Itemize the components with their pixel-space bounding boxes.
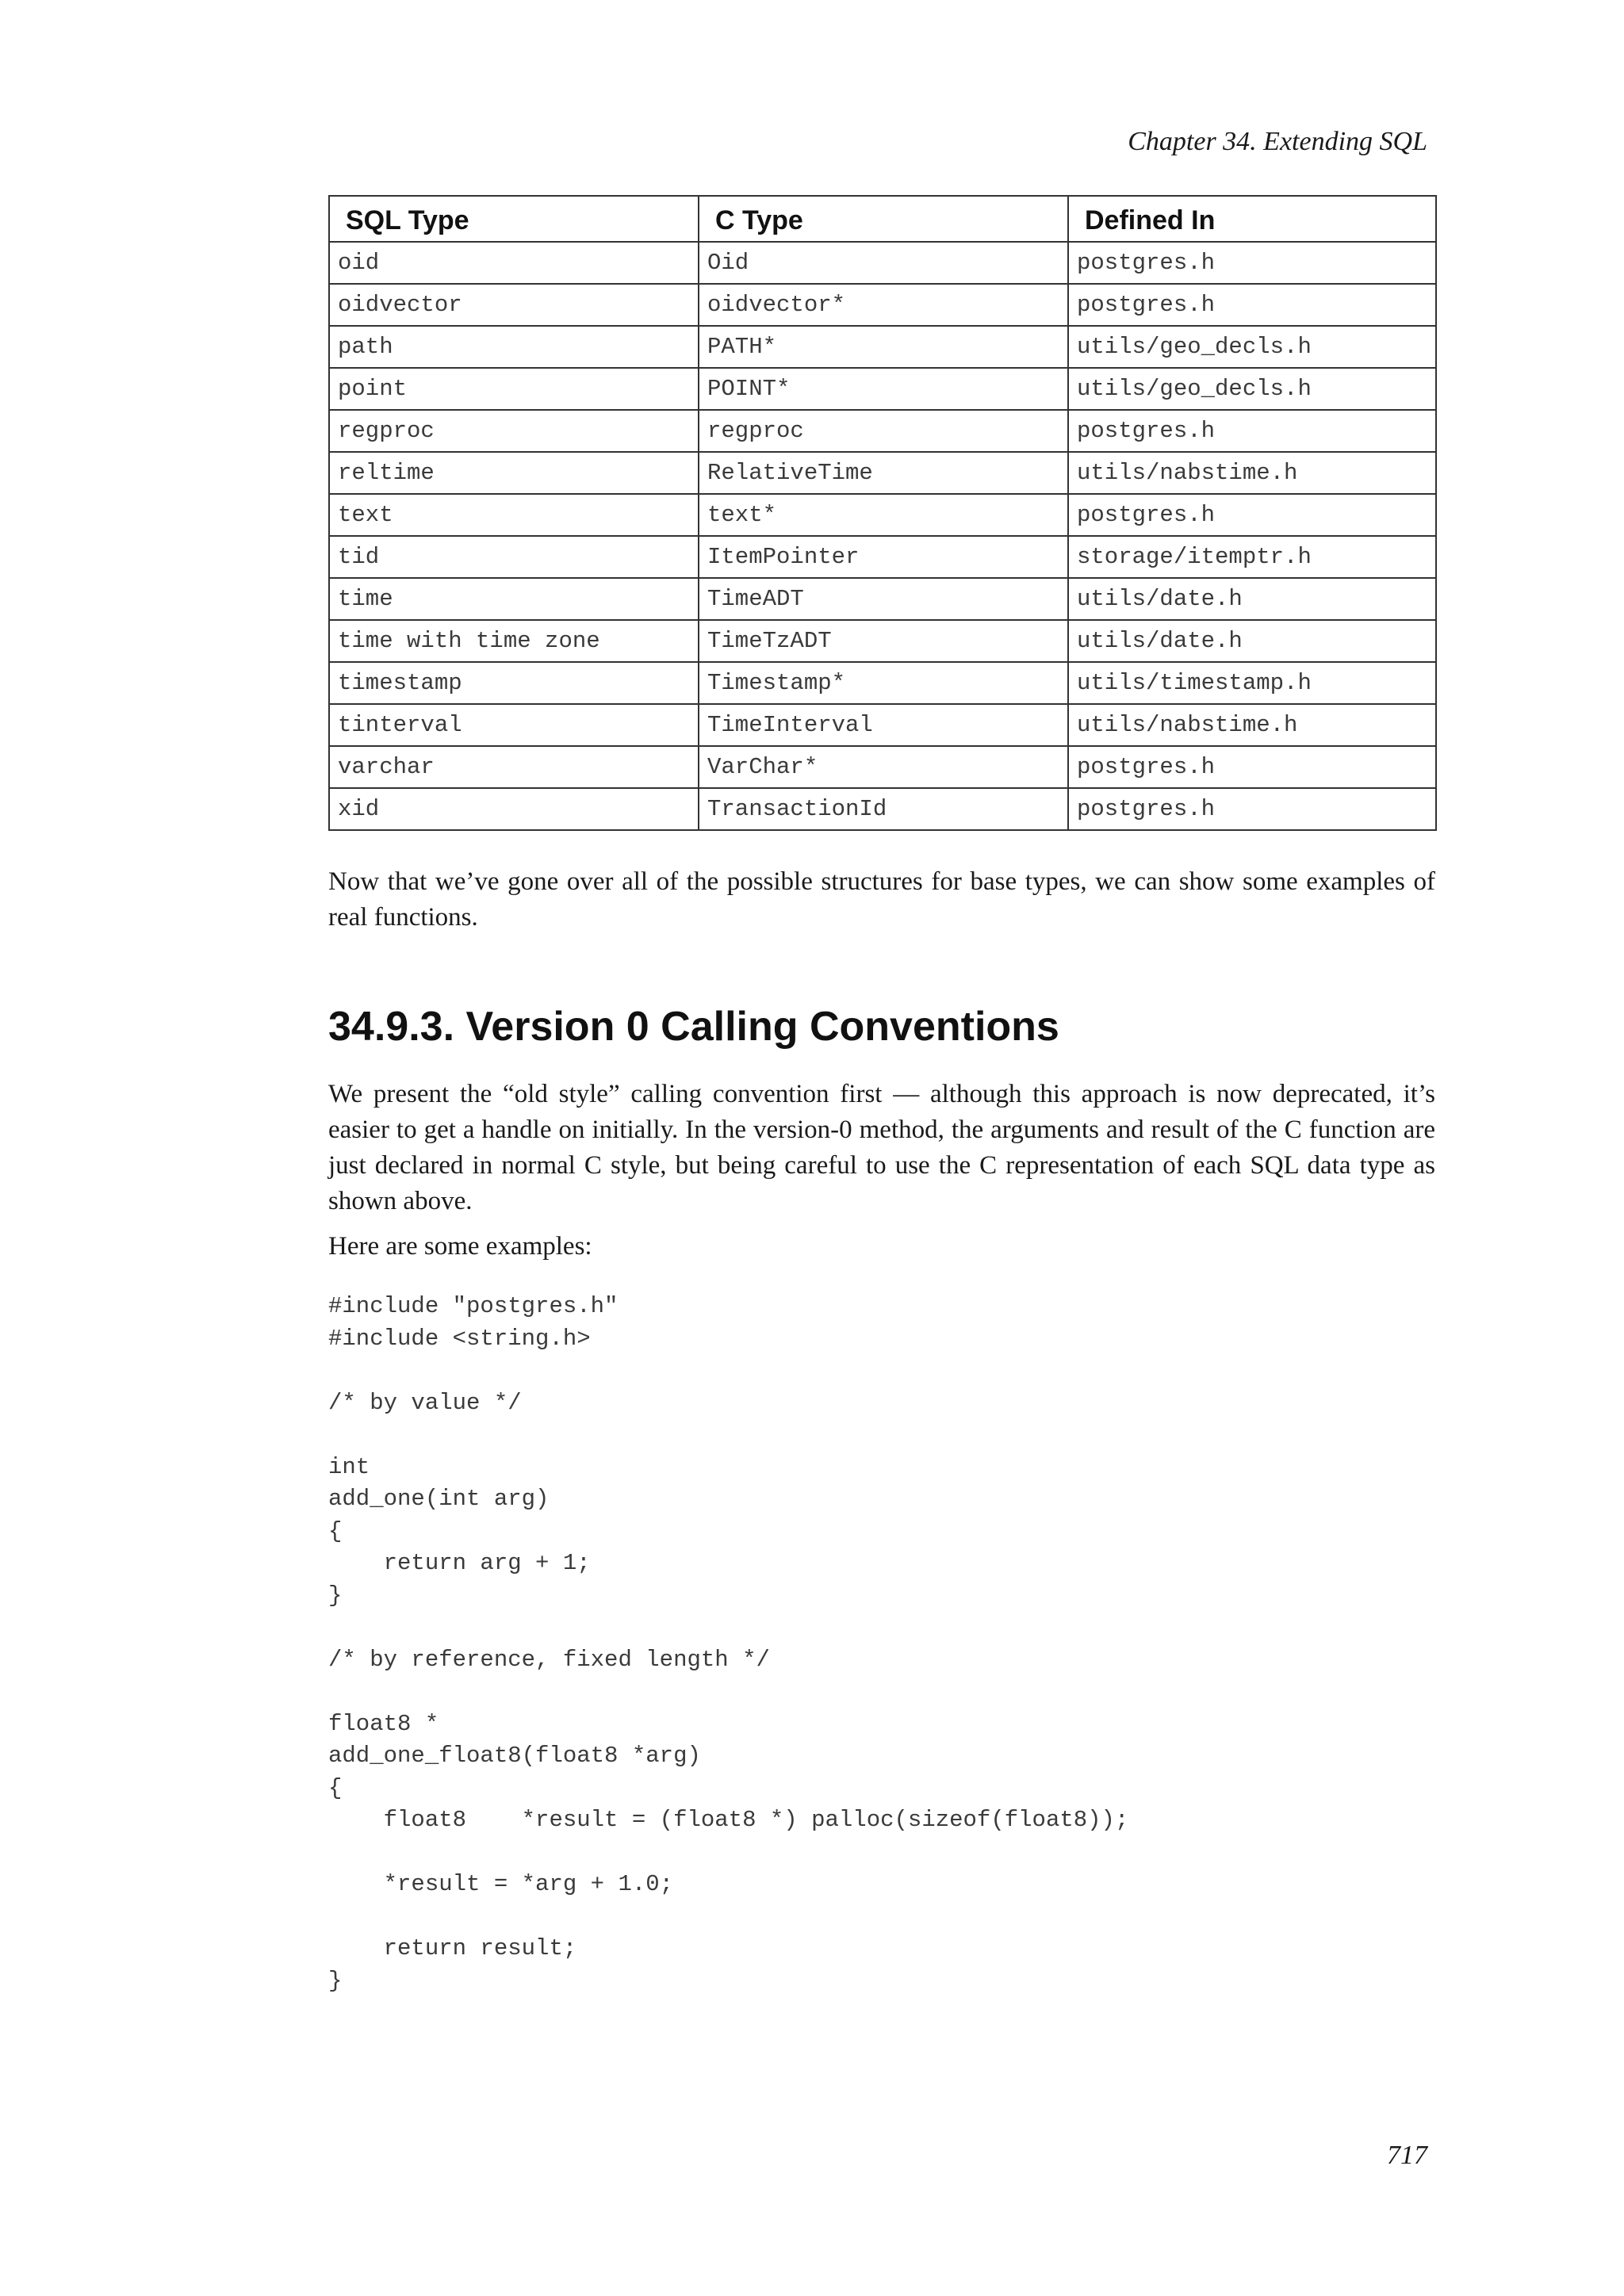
cell-sql-type: path xyxy=(329,326,699,368)
cell-defined-in: utils/timestamp.h xyxy=(1068,662,1436,704)
column-header-c-type: C Type xyxy=(699,196,1068,242)
section-paragraph: We present the “old style” calling convention first — although this approach is now deprecated, it’s easier to get a handle on initially. In the version-0 method, the arguments and result of the C function are just declared in normal C style, but being careful to use the C representation of each SQL data type as shown above. xyxy=(328,1080,1435,1215)
table-row xyxy=(329,662,1436,704)
cell-c-type: TransactionId xyxy=(699,788,1068,830)
cell-c-type: VarChar* xyxy=(699,746,1068,788)
cell-c-type: Timestamp* xyxy=(699,662,1068,704)
table-header-row xyxy=(329,196,1436,242)
column-header-sql-type: SQL Type xyxy=(329,196,699,242)
cell-c-type: POINT* xyxy=(699,368,1068,410)
cell-defined-in: utils/date.h xyxy=(1068,578,1436,620)
table-row xyxy=(329,620,1436,662)
sql-c-type-table xyxy=(328,195,1437,831)
cell-defined-in: utils/date.h xyxy=(1068,620,1436,662)
cell-c-type: RelativeTime xyxy=(699,452,1068,494)
section-heading: 34.9.3. Version 0 Calling Conventions xyxy=(328,1004,1059,1050)
page-number: 717 xyxy=(1387,2141,1427,2170)
table-row xyxy=(329,788,1436,830)
cell-defined-in: utils/geo_decls.h xyxy=(1068,368,1436,410)
table-row xyxy=(329,578,1436,620)
cell-c-type: TimeTzADT xyxy=(699,620,1068,662)
cell-sql-type: tinterval xyxy=(329,704,699,746)
cell-sql-type: point xyxy=(329,368,699,410)
cell-c-type: text* xyxy=(699,494,1068,536)
cell-sql-type: varchar xyxy=(329,746,699,788)
examples-intro: Here are some examples: xyxy=(328,1232,592,1261)
cell-sql-type: time with time zone xyxy=(329,620,699,662)
cell-c-type: Oid xyxy=(699,242,1068,284)
cell-sql-type: text xyxy=(329,494,699,536)
table-row xyxy=(329,410,1436,452)
code-example: #include "postgres.h" #include <string.h> /* by value */ int add_one(int arg) { return arg + 1; } /* by reference, fixed length */ float8 * add_one_float8(float8 *arg) { float8 *result = (float8 *) palloc(sizeof(float8)); *result = *arg + 1.0; return result; } xyxy=(328,1293,1129,1994)
cell-sql-type: reltime xyxy=(329,452,699,494)
table-row xyxy=(329,452,1436,494)
cell-sql-type: xid xyxy=(329,788,699,830)
cell-defined-in: postgres.h xyxy=(1068,284,1436,326)
column-header-defined-in: Defined In xyxy=(1068,196,1436,242)
running-header: Chapter 34. Extending SQL xyxy=(1128,127,1427,156)
cell-c-type: ItemPointer xyxy=(699,536,1068,578)
cell-defined-in: utils/geo_decls.h xyxy=(1068,326,1436,368)
cell-c-type: TimeADT xyxy=(699,578,1068,620)
table-row xyxy=(329,494,1436,536)
table-row xyxy=(329,536,1436,578)
cell-sql-type: tid xyxy=(329,536,699,578)
cell-c-type: regproc xyxy=(699,410,1068,452)
cell-sql-type: oid xyxy=(329,242,699,284)
table-row xyxy=(329,284,1436,326)
cell-defined-in: postgres.h xyxy=(1068,242,1436,284)
intro-paragraph: Now that we’ve gone over all of the possible structures for base types, we can show some examples of real functions. xyxy=(328,867,1435,932)
cell-defined-in: postgres.h xyxy=(1068,410,1436,452)
cell-c-type: PATH* xyxy=(699,326,1068,368)
table-row xyxy=(329,704,1436,746)
cell-c-type: oidvector* xyxy=(699,284,1068,326)
table-row xyxy=(329,746,1436,788)
cell-defined-in: utils/nabstime.h xyxy=(1068,704,1436,746)
cell-sql-type: oidvector xyxy=(329,284,699,326)
cell-sql-type: time xyxy=(329,578,699,620)
cell-defined-in: utils/nabstime.h xyxy=(1068,452,1436,494)
table-row xyxy=(329,326,1436,368)
cell-sql-type: timestamp xyxy=(329,662,699,704)
table-row xyxy=(329,368,1436,410)
table-row xyxy=(329,242,1436,284)
cell-c-type: TimeInterval xyxy=(699,704,1068,746)
table-body xyxy=(329,242,1436,830)
cell-defined-in: postgres.h xyxy=(1068,788,1436,830)
cell-defined-in: postgres.h xyxy=(1068,746,1436,788)
cell-defined-in: postgres.h xyxy=(1068,494,1436,536)
cell-sql-type: regproc xyxy=(329,410,699,452)
cell-defined-in: storage/itemptr.h xyxy=(1068,536,1436,578)
